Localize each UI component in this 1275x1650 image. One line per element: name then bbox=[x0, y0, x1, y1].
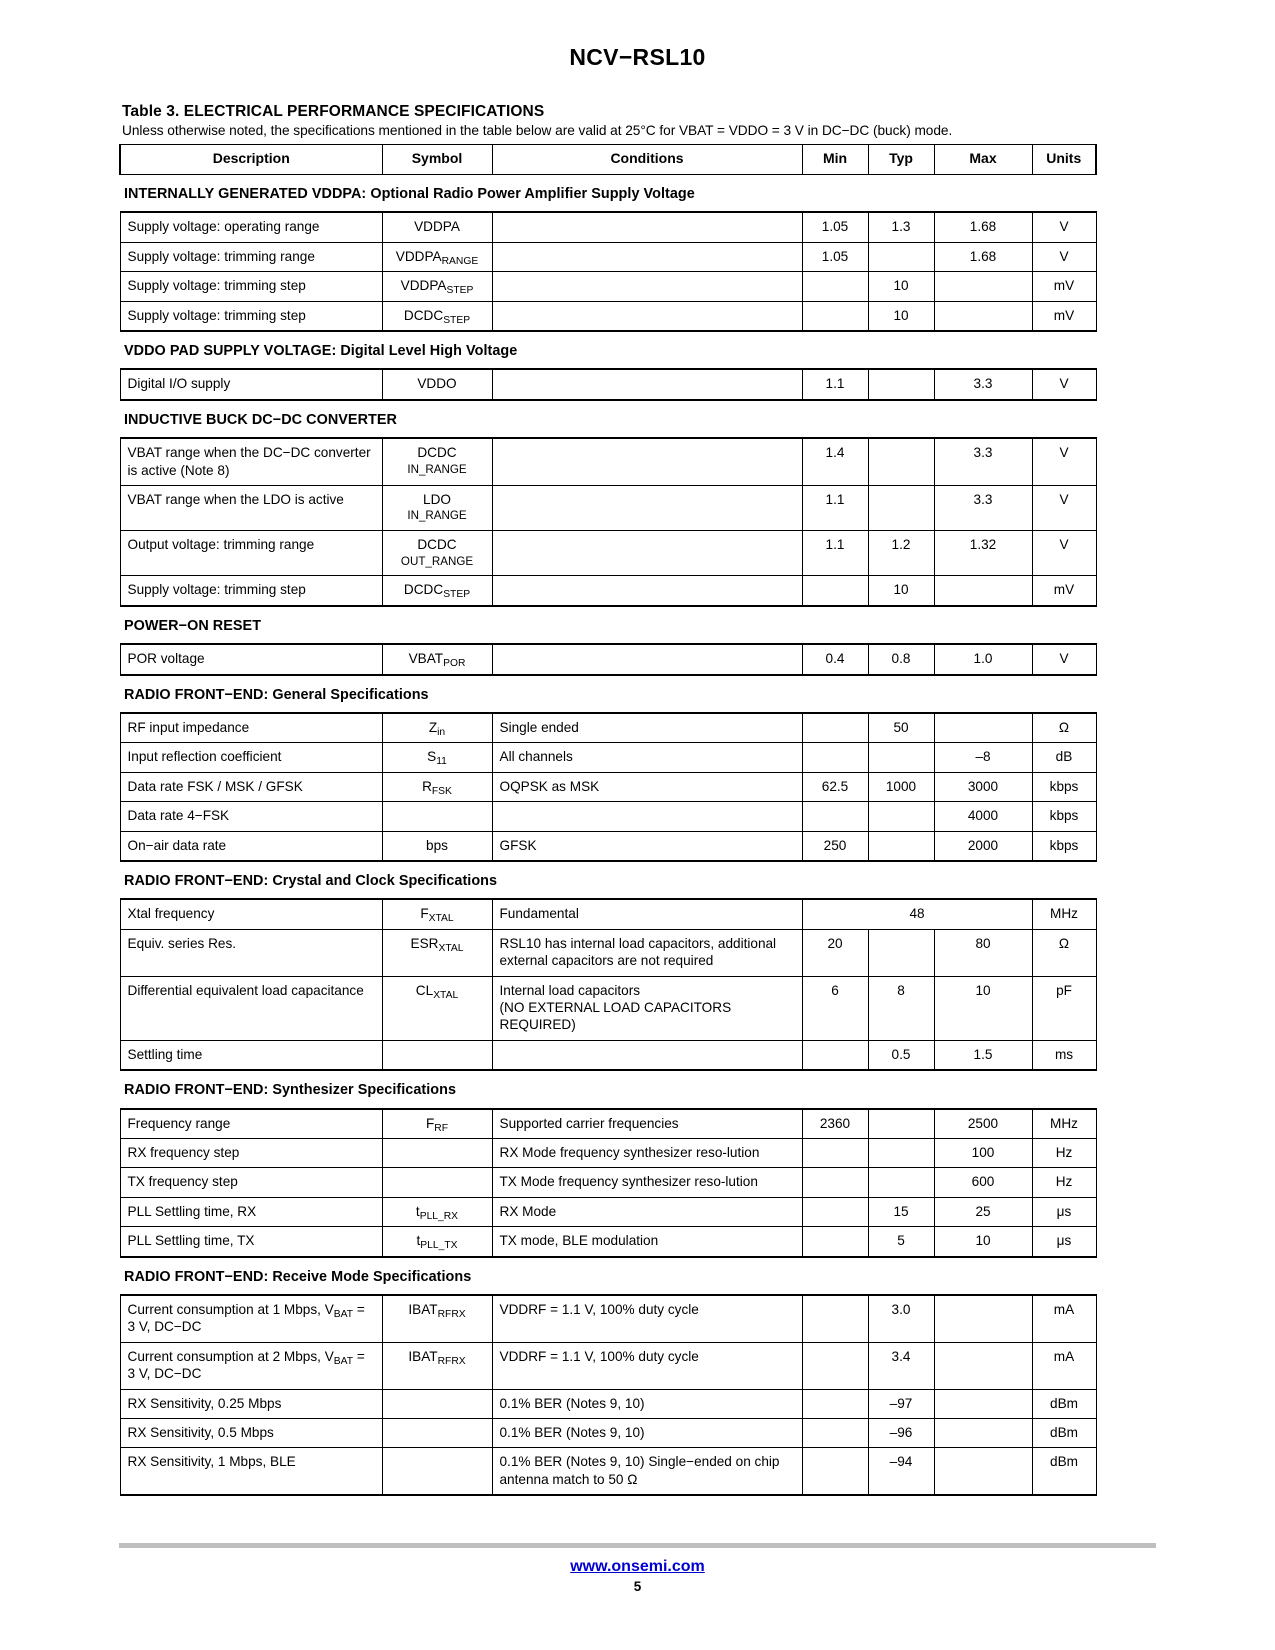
cell-conditions: TX Mode frequency synthesizer reso-lution bbox=[492, 1168, 802, 1197]
col-header-symbol: Symbol bbox=[382, 145, 492, 175]
cell-symbol bbox=[382, 1389, 492, 1418]
cell-min: 250 bbox=[802, 831, 868, 861]
cell-symbol: $VBAT_{POR}$ bbox=[382, 644, 492, 674]
cell-symbol: DCDC IN_RANGE bbox=[382, 438, 492, 485]
cell-units: pF bbox=[1032, 976, 1096, 1040]
cell-min bbox=[802, 1342, 868, 1389]
table-row bbox=[120, 1418, 1096, 1447]
cell-symbol bbox=[382, 1168, 492, 1197]
cell-max: –8 bbox=[934, 743, 1032, 772]
table-row bbox=[120, 1448, 1096, 1495]
cell-min bbox=[802, 1448, 868, 1495]
col-header-description: Description bbox=[120, 145, 382, 175]
table-section-heading-row bbox=[120, 174, 1096, 212]
page-number: 5 bbox=[633, 1579, 642, 1594]
cell-typ: 8 bbox=[868, 976, 934, 1040]
cell-max: 3.3 bbox=[934, 485, 1032, 530]
cell-min: 0.4 bbox=[802, 644, 868, 674]
cell-symbol: $t_{PLL\_RX}$ bbox=[382, 1197, 492, 1226]
cell-units: V bbox=[1032, 438, 1096, 485]
table-row bbox=[120, 1139, 1096, 1168]
cell-typ: 1.3 bbox=[868, 212, 934, 242]
cell-description: RX Sensitivity, 0.25 Mbps bbox=[120, 1389, 382, 1418]
cell-description: Current consumption at 2 Mbps, $V_{BAT} = 3$ V, DC−DC bbox=[120, 1342, 382, 1389]
cell-conditions: VDDRF = 1.1 V, 100% duty cycle bbox=[492, 1295, 802, 1342]
cell-max: 3.3 bbox=[934, 369, 1032, 399]
cell-symbol bbox=[382, 1139, 492, 1168]
cell-max: 1.32 bbox=[934, 531, 1032, 576]
cell-units: V bbox=[1032, 644, 1096, 674]
header-row bbox=[120, 145, 1096, 175]
cell-symbol: $F_{XTAL}$ bbox=[382, 899, 492, 929]
cell-min bbox=[802, 1418, 868, 1447]
cell-max bbox=[934, 1389, 1032, 1418]
cell-description: PLL Settling time, RX bbox=[120, 1197, 382, 1226]
cell-symbol: $S_{11}$ bbox=[382, 743, 492, 772]
table-row bbox=[120, 212, 1096, 242]
cell-symbol: VDDPA bbox=[382, 212, 492, 242]
cell-max: 100 bbox=[934, 1139, 1032, 1168]
table-row bbox=[120, 976, 1096, 1040]
table-row bbox=[120, 576, 1096, 606]
table-section-heading-row bbox=[120, 400, 1096, 438]
cell-conditions: 0.1% BER (Notes 9, 10) bbox=[492, 1389, 802, 1418]
cell-min bbox=[802, 713, 868, 743]
cell-symbol: $ESR_{XTAL}$ bbox=[382, 929, 492, 976]
page-title: NCV−RSL10 bbox=[569, 44, 706, 70]
table-title: Table 3. ELECTRICAL PERFORMANCE SPECIFICATIONS bbox=[122, 103, 545, 120]
cell-symbol: $t_{PLL\_TX}$ bbox=[382, 1227, 492, 1257]
table-row bbox=[120, 772, 1096, 801]
cell-conditions bbox=[492, 485, 802, 530]
cell-units: MHz bbox=[1032, 899, 1096, 929]
cell-description: Supply voltage: trimming step bbox=[120, 301, 382, 331]
table-row bbox=[120, 1040, 1096, 1070]
cell-typ: 10 bbox=[868, 272, 934, 301]
section-heading: INDUCTIVE BUCK DC−DC CONVERTER bbox=[124, 411, 397, 428]
cell-min bbox=[802, 1139, 868, 1168]
cell-description: VBAT range when the DC−DC converter is active (Note 8) bbox=[120, 438, 382, 485]
cell-symbol: $F_{RF}$ bbox=[382, 1109, 492, 1139]
cell-units: mV bbox=[1032, 272, 1096, 301]
cell-units: V bbox=[1032, 485, 1096, 530]
cell-max bbox=[934, 1418, 1032, 1447]
cell-conditions: VDDRF = 1.1 V, 100% duty cycle bbox=[492, 1342, 802, 1389]
cell-units: ms bbox=[1032, 1040, 1096, 1070]
cell-symbol: $DCDC_{STEP}$ bbox=[382, 301, 492, 331]
cell-typ bbox=[868, 485, 934, 530]
cell-conditions: TX mode, BLE modulation bbox=[492, 1227, 802, 1257]
cell-units: dBm bbox=[1032, 1389, 1096, 1418]
cell-conditions: Single ended bbox=[492, 713, 802, 743]
table-row bbox=[120, 1168, 1096, 1197]
cell-min bbox=[802, 1295, 868, 1342]
cell-typ bbox=[868, 1109, 934, 1139]
table-body bbox=[120, 174, 1096, 1495]
cell-min: 20 bbox=[802, 929, 868, 976]
cell-min: 1.05 bbox=[802, 242, 868, 271]
cell-description: Digital I/O supply bbox=[120, 369, 382, 399]
section-heading: RADIO FRONT−END: Synthesizer Specifications bbox=[124, 1082, 456, 1099]
cell-conditions bbox=[492, 438, 802, 485]
cell-symbol bbox=[382, 1448, 492, 1495]
cell-conditions: Fundamental bbox=[492, 899, 802, 929]
cell-conditions bbox=[492, 369, 802, 399]
cell-description: Differential equivalent load capacitance bbox=[120, 976, 382, 1040]
cell-typ bbox=[868, 438, 934, 485]
cell-description: TX frequency step bbox=[120, 1168, 382, 1197]
cell-symbol: $DCDC_{STEP}$ bbox=[382, 576, 492, 606]
cell-units: Hz bbox=[1032, 1168, 1096, 1197]
cell-typ: 3.4 bbox=[868, 1342, 934, 1389]
section-heading: RADIO FRONT−END: Receive Mode Specifications bbox=[124, 1268, 472, 1285]
cell-description: Supply voltage: trimming step bbox=[120, 576, 382, 606]
cell-min bbox=[802, 743, 868, 772]
cell-description: VBAT range when the LDO is active bbox=[120, 485, 382, 530]
cell-conditions: Internal load capacitors (NO EXTERNAL LOAD CAPACITORS REQUIRED) bbox=[492, 976, 802, 1040]
cell-units: mV bbox=[1032, 301, 1096, 331]
table-row bbox=[120, 301, 1096, 331]
onsemi-website-link[interactable]: www.onsemi.com bbox=[570, 1558, 705, 1575]
table-section-heading-row bbox=[120, 1257, 1096, 1295]
cell-max: 10 bbox=[934, 976, 1032, 1040]
cell-min: 6 bbox=[802, 976, 868, 1040]
cell-conditions bbox=[492, 1040, 802, 1070]
cell-typ bbox=[868, 1139, 934, 1168]
table-row bbox=[120, 438, 1096, 485]
col-header-conditions: Conditions bbox=[492, 145, 802, 175]
cell-min: 62.5 bbox=[802, 772, 868, 801]
table-section-heading-row bbox=[120, 861, 1096, 899]
cell-typ bbox=[868, 831, 934, 861]
cell-min: 2360 bbox=[802, 1109, 868, 1139]
section-heading: RADIO FRONT−END: General Specifications bbox=[124, 686, 429, 703]
cell-min bbox=[802, 1040, 868, 1070]
table-row bbox=[120, 531, 1096, 576]
cell-typ: –94 bbox=[868, 1448, 934, 1495]
cell-max: 2500 bbox=[934, 1109, 1032, 1139]
cell-max: 2000 bbox=[934, 831, 1032, 861]
cell-min: 1.1 bbox=[802, 485, 868, 530]
table-row bbox=[120, 1295, 1096, 1342]
cell-max bbox=[934, 301, 1032, 331]
cell-max bbox=[934, 713, 1032, 743]
cell-units: mV bbox=[1032, 576, 1096, 606]
table-section-heading-row bbox=[120, 331, 1096, 369]
cell-conditions bbox=[492, 212, 802, 242]
cell-description: PLL Settling time, TX bbox=[120, 1227, 382, 1257]
cell-max: 1.68 bbox=[934, 242, 1032, 271]
cell-max bbox=[934, 1342, 1032, 1389]
cell-min bbox=[802, 1389, 868, 1418]
cell-units: dB bbox=[1032, 743, 1096, 772]
cell-min: 1.1 bbox=[802, 369, 868, 399]
cell-max bbox=[934, 576, 1032, 606]
cell-units: mA bbox=[1032, 1342, 1096, 1389]
cell-units: V bbox=[1032, 242, 1096, 271]
col-header-max: Max bbox=[934, 145, 1032, 175]
cell-symbol: $VDDPA_{STEP}$ bbox=[382, 272, 492, 301]
electrical-performance-table bbox=[119, 144, 1097, 1496]
cell-max: 3.3 bbox=[934, 438, 1032, 485]
table-row bbox=[120, 802, 1096, 831]
cell-symbol: $IBAT_{RFRX}$ bbox=[382, 1295, 492, 1342]
cell-conditions: GFSK bbox=[492, 831, 802, 861]
cell-conditions: OQPSK as MSK bbox=[492, 772, 802, 801]
cell-max: 10 bbox=[934, 1227, 1032, 1257]
cell-typ: 1000 bbox=[868, 772, 934, 801]
cell-description: Current consumption at 1 Mbps, $V_{BAT} = 3$ V, DC−DC bbox=[120, 1295, 382, 1342]
cell-symbol: $VDDPA_{RANGE}$ bbox=[382, 242, 492, 271]
cell-max: 80 bbox=[934, 929, 1032, 976]
cell-symbol: $R_{FSK}$ bbox=[382, 772, 492, 801]
cell-units: μs bbox=[1032, 1197, 1096, 1226]
cell-typ: 10 bbox=[868, 576, 934, 606]
cell-description: RX Sensitivity, 1 Mbps, BLE bbox=[120, 1448, 382, 1495]
cell-typ bbox=[868, 242, 934, 271]
cell-max: 3000 bbox=[934, 772, 1032, 801]
cell-conditions bbox=[492, 531, 802, 576]
cell-description: On−air data rate bbox=[120, 831, 382, 861]
section-heading: POWER−ON RESET bbox=[124, 617, 262, 634]
cell-min bbox=[802, 301, 868, 331]
cell-min bbox=[802, 1168, 868, 1197]
cell-typ: 3.0 bbox=[868, 1295, 934, 1342]
cell-symbol: DCDC OUT_RANGE bbox=[382, 531, 492, 576]
cell-units: V bbox=[1032, 531, 1096, 576]
cell-description: RX frequency step bbox=[120, 1139, 382, 1168]
table-row bbox=[120, 1109, 1096, 1139]
table-row bbox=[120, 1197, 1096, 1226]
cell-min: 1.4 bbox=[802, 438, 868, 485]
table-row bbox=[120, 1227, 1096, 1257]
cell-typ: –97 bbox=[868, 1389, 934, 1418]
table-section-heading-row bbox=[120, 1070, 1096, 1108]
table-row bbox=[120, 831, 1096, 861]
cell-min bbox=[802, 1197, 868, 1226]
cell-description: RX Sensitivity, 0.5 Mbps bbox=[120, 1418, 382, 1447]
table-section-heading-row bbox=[120, 606, 1096, 644]
cell-units: V bbox=[1032, 212, 1096, 242]
cell-max: 25 bbox=[934, 1197, 1032, 1226]
cell-min bbox=[802, 576, 868, 606]
cell-max bbox=[934, 1295, 1032, 1342]
cell-symbol bbox=[382, 1040, 492, 1070]
cell-symbol bbox=[382, 1418, 492, 1447]
cell-conditions bbox=[492, 576, 802, 606]
table-row bbox=[120, 1342, 1096, 1389]
cell-description: Data rate 4−FSK bbox=[120, 802, 382, 831]
cell-typ: 1.2 bbox=[868, 531, 934, 576]
cell-description: Data rate FSK / MSK / GFSK bbox=[120, 772, 382, 801]
col-header-typ: Typ bbox=[868, 145, 934, 175]
cell-span-value: 48 bbox=[802, 899, 1032, 929]
spec-table-container bbox=[119, 103, 1095, 1496]
cell-conditions bbox=[492, 802, 802, 831]
cell-conditions: RSL10 has internal load capacitors, additional external capacitors are not required bbox=[492, 929, 802, 976]
cell-description: Output voltage: trimming range bbox=[120, 531, 382, 576]
cell-symbol: LDO IN_RANGE bbox=[382, 485, 492, 530]
table-row bbox=[120, 272, 1096, 301]
cell-units: kbps bbox=[1032, 772, 1096, 801]
cell-description: Supply voltage: trimming step bbox=[120, 272, 382, 301]
cell-units: V bbox=[1032, 369, 1096, 399]
cell-typ: 0.5 bbox=[868, 1040, 934, 1070]
table-row bbox=[120, 242, 1096, 271]
cell-typ: –96 bbox=[868, 1418, 934, 1447]
cell-max: 4000 bbox=[934, 802, 1032, 831]
cell-typ: 15 bbox=[868, 1197, 934, 1226]
footer-divider bbox=[119, 1543, 1156, 1548]
cell-units: mA bbox=[1032, 1295, 1096, 1342]
cell-conditions: 0.1% BER (Notes 9, 10) Single−ended on chip antenna match to 50 Ω bbox=[492, 1448, 802, 1495]
cell-description: Frequency range bbox=[120, 1109, 382, 1139]
cell-description: POR voltage bbox=[120, 644, 382, 674]
cell-typ bbox=[868, 369, 934, 399]
cell-symbol: $Z_{in}$ bbox=[382, 713, 492, 743]
cell-conditions: RX Mode bbox=[492, 1197, 802, 1226]
cell-description: Settling time bbox=[120, 1040, 382, 1070]
cell-min bbox=[802, 802, 868, 831]
section-heading: INTERNALLY GENERATED VDDPA: Optional Radio Power Amplifier Supply Voltage bbox=[124, 185, 695, 202]
cell-conditions bbox=[492, 272, 802, 301]
cell-min bbox=[802, 1227, 868, 1257]
cell-max: 1.5 bbox=[934, 1040, 1032, 1070]
cell-symbol: $IBAT_{RFRX}$ bbox=[382, 1342, 492, 1389]
cell-min bbox=[802, 272, 868, 301]
col-header-min: Min bbox=[802, 145, 868, 175]
table-row bbox=[120, 369, 1096, 399]
cell-units: kbps bbox=[1032, 831, 1096, 861]
table-row bbox=[120, 899, 1096, 929]
table-row bbox=[120, 743, 1096, 772]
table-row bbox=[120, 713, 1096, 743]
table-row bbox=[120, 929, 1096, 976]
table-section-heading-row bbox=[120, 675, 1096, 713]
table-header bbox=[120, 145, 1096, 175]
cell-typ: 5 bbox=[868, 1227, 934, 1257]
cell-units: Hz bbox=[1032, 1139, 1096, 1168]
cell-description: Supply voltage: trimming range bbox=[120, 242, 382, 271]
cell-units: MHz bbox=[1032, 1109, 1096, 1139]
cell-max: 1.68 bbox=[934, 212, 1032, 242]
cell-max bbox=[934, 272, 1032, 301]
cell-units: Ω bbox=[1032, 713, 1096, 743]
cell-typ: 0.8 bbox=[868, 644, 934, 674]
table-row bbox=[120, 485, 1096, 530]
cell-conditions bbox=[492, 242, 802, 271]
cell-min: 1.05 bbox=[802, 212, 868, 242]
cell-units: dBm bbox=[1032, 1448, 1096, 1495]
cell-description: Xtal frequency bbox=[120, 899, 382, 929]
cell-conditions: 0.1% BER (Notes 9, 10) bbox=[492, 1418, 802, 1447]
section-heading: RADIO FRONT−END: Crystal and Clock Specifications bbox=[124, 873, 498, 889]
cell-conditions bbox=[492, 644, 802, 674]
cell-conditions bbox=[492, 301, 802, 331]
cell-description: Equiv. series Res. bbox=[120, 929, 382, 976]
section-heading: VDDO PAD SUPPLY VOLTAGE: Digital Level High Voltage bbox=[124, 342, 518, 359]
col-header-units: Units bbox=[1032, 145, 1096, 175]
cell-max: 600 bbox=[934, 1168, 1032, 1197]
cell-typ: 10 bbox=[868, 301, 934, 331]
cell-units: kbps bbox=[1032, 802, 1096, 831]
cell-units: μs bbox=[1032, 1227, 1096, 1257]
cell-units: dBm bbox=[1032, 1418, 1096, 1447]
cell-min: 1.1 bbox=[802, 531, 868, 576]
cell-typ bbox=[868, 802, 934, 831]
table-row bbox=[120, 644, 1096, 674]
cell-max bbox=[934, 1448, 1032, 1495]
table-subtitle: Unless otherwise noted, the specifications mentioned in the table below are valid at 25°C for VBAT = VDDO = 3 V in DC−DC (buck) mode. bbox=[122, 123, 953, 138]
cell-typ bbox=[868, 1168, 934, 1197]
cell-conditions: RX Mode frequency synthesizer reso-lution bbox=[492, 1139, 802, 1168]
cell-symbol: bps bbox=[382, 831, 492, 861]
cell-max: 1.0 bbox=[934, 644, 1032, 674]
cell-conditions: All channels bbox=[492, 743, 802, 772]
cell-symbol bbox=[382, 802, 492, 831]
cell-description: Supply voltage: operating range bbox=[120, 212, 382, 242]
cell-typ bbox=[868, 929, 934, 976]
cell-conditions: Supported carrier frequencies bbox=[492, 1109, 802, 1139]
cell-description: Input reflection coefficient bbox=[120, 743, 382, 772]
cell-symbol: VDDO bbox=[382, 369, 492, 399]
page-footer bbox=[0, 1543, 1275, 1594]
cell-description: RF input impedance bbox=[120, 713, 382, 743]
cell-typ: 50 bbox=[868, 713, 934, 743]
table-row bbox=[120, 1389, 1096, 1418]
cell-symbol: $CL_{XTAL}$ bbox=[382, 976, 492, 1040]
cell-units: Ω bbox=[1032, 929, 1096, 976]
cell-typ bbox=[868, 743, 934, 772]
